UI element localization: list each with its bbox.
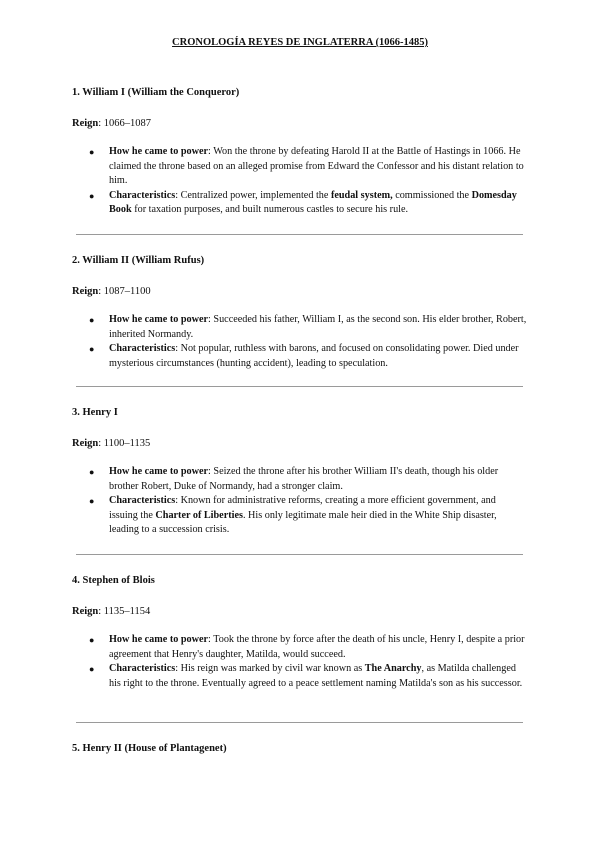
bullet-icon: ● (89, 147, 95, 157)
how-label: How he came to power (109, 314, 209, 325)
king-heading: 4. Stephen of Blois (72, 575, 155, 586)
reign-label: Reign (72, 438, 99, 449)
characteristics-text: : Not popular, ruthless with barons, and focused on consolidating power. Died under mysterious circumstances (hunting accident), leading to speculation. (109, 343, 519, 369)
document-title: CRONOLOGÍA REYES DE INGLATERRA (1066-1485) (172, 37, 428, 48)
list-item (72, 662, 527, 691)
reign-label: Reign (72, 606, 99, 617)
king-section-henry-i (72, 406, 527, 538)
list-item (72, 189, 527, 218)
list-item (72, 342, 527, 371)
characteristics-label: Characteristics (109, 189, 176, 201)
how-text: : Took the throne by force after the death of his uncle, Henry I, despite a prior agreement that Henry's daughter, Matilda, would succeed. (109, 634, 525, 660)
king-section-henry-ii (72, 742, 527, 756)
reign-years: 1135–1154 (103, 606, 151, 617)
characteristics-label: Characteristics (109, 495, 176, 507)
characteristics-label: Characteristics (109, 663, 176, 675)
list-item (72, 633, 527, 662)
reign-line: Reign: 1066–1087 (72, 118, 152, 129)
king-details-list (72, 313, 527, 371)
king-details-list (72, 465, 527, 538)
list-item (72, 494, 527, 538)
how-text: : Won the throne by defeating Harold II at the Battle of Hastings in 1066. He claimed the throne based on an alleged promise from Edward the Confessor and his distant relation to him. (109, 146, 524, 187)
king-heading: 2. William II (William Rufus) (72, 255, 205, 266)
bullet-icon: ● (89, 190, 95, 201)
characteristics-label: Characteristics (109, 343, 176, 355)
characteristics-bold-term: feudal system, (330, 189, 393, 201)
reign-line: Reign: 1100–1135 (72, 438, 151, 449)
section-divider (76, 386, 523, 387)
reign-label: Reign (72, 118, 99, 129)
how-text: : Seized the throne after his brother William II's death, though his older brother Robert, Duke of Normandy, had a stronger claim. (109, 466, 499, 492)
characteristics-bold-term: Charter of Liberties (155, 509, 243, 521)
bullet-icon: ● (89, 496, 95, 507)
bullet-icon: ● (89, 635, 95, 645)
king-section-william-i (72, 86, 527, 218)
characteristics-text: , as Matilda challenged his right to the throne. Eventually agreed to a peace settlement naming Matilda's son as his successor. (109, 663, 523, 689)
king-heading: 3. Henry I (72, 407, 118, 418)
characteristics-bold-term: Domesday Book (109, 189, 517, 216)
reign-years: 1087–1100 (103, 286, 151, 297)
how-label: How he came to power (109, 146, 209, 157)
characteristics-text: . His only legitimate male heir died in the White Ship disaster, leading to a succession crisis. (109, 509, 497, 536)
list-item (72, 465, 527, 494)
king-heading: 5. Henry II (House of Plantagenet) (72, 743, 227, 754)
reign-years: 1100–1135 (103, 438, 151, 449)
section-divider (76, 722, 523, 723)
list-item (72, 145, 527, 189)
king-section-william-ii (72, 254, 527, 371)
reign-line: Reign: 1087–1100 (72, 286, 151, 297)
characteristics-bold-term: The Anarchy (364, 663, 422, 675)
king-section-stephen (72, 574, 527, 691)
section-divider (76, 234, 523, 235)
reign-years: 1066–1087 (103, 118, 152, 129)
reign-line: Reign: 1135–1154 (72, 606, 151, 617)
characteristics-text: for taxation purposes, and built numerous castles to secure his rule. (131, 204, 409, 216)
characteristics-text: commissioned the (392, 189, 472, 201)
reign-label: Reign (72, 286, 99, 297)
king-details-list (72, 633, 527, 691)
king-heading: 1. William I (William the Conqueror) (72, 87, 240, 98)
how-text: : Succeeded his father, William I, as the second son. His elder brother, Robert, inherited Normandy. (109, 314, 527, 340)
characteristics-text: : Centralized power, implemented the (175, 189, 331, 201)
characteristics-text: : His reign was marked by civil war known as (175, 663, 365, 675)
how-label: How he came to power (109, 634, 209, 645)
list-item (72, 313, 527, 342)
characteristics-text: : Known for administrative reforms, creating a more efficient government, and issuing the (109, 495, 496, 521)
how-label: How he came to power (109, 466, 209, 477)
bullet-icon: ● (89, 315, 95, 325)
king-details-list (72, 145, 527, 218)
bullet-icon: ● (89, 344, 95, 355)
bullet-icon: ● (89, 467, 95, 477)
section-divider (76, 554, 523, 555)
bullet-icon: ● (89, 664, 95, 675)
